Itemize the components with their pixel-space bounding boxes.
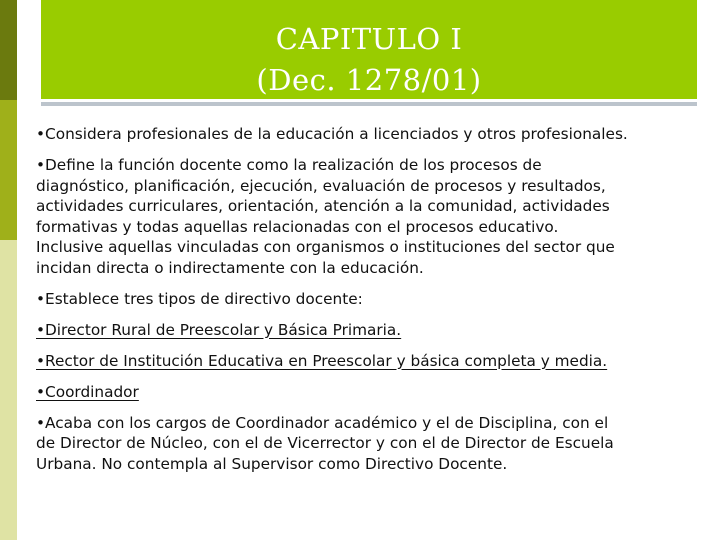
bullet-rector: •Rector de Institución Educativa en Preescolar y básica completa y media. (36, 351, 608, 370)
bullet-coordinador: •Coordinador (36, 382, 139, 401)
bullet-funcion-docente: •Define la función docente como la realización de los procesos de diagnóstico, planificación, ejecución, evaluación de procesos y resultados, actividades curriculares, orientación, atención a la comunidad, actividades formativas y todas aquellas relacionadas con el procesos educativo. Inclusive aquellas vinculadas con organismos o instituciones del sector que incidan directa o indirectamente con la educación. (36, 156, 615, 277)
left-accent-bar-top (0, 0, 17, 100)
bullet-cargos: •Acaba con los cargos de Coordinador académico y el de Disciplina, con el de Director de Núcleo, con el de Vicerrector y con el de Director de Escuela Urbana. No contempla al Supervisor como Directivo Docente. (36, 413, 614, 473)
slide-body (36, 124, 704, 485)
title-divider (41, 102, 697, 106)
left-accent-bar-bottom (0, 240, 17, 540)
left-accent-bar-middle (0, 100, 17, 240)
bullet-director-rural: •Director Rural de Preescolar y Básica Primaria. (36, 320, 402, 339)
slide-title: CAPITULO I (275, 22, 463, 56)
bullet-tipos-directivo: •Establece tres tipos de directivo docente: (36, 289, 363, 308)
slide-subtitle: (Dec. 1278/01) (256, 63, 482, 97)
bullet-profesionales: •Considera profesionales de la educación a licenciados y otros profesionales. (36, 125, 628, 143)
